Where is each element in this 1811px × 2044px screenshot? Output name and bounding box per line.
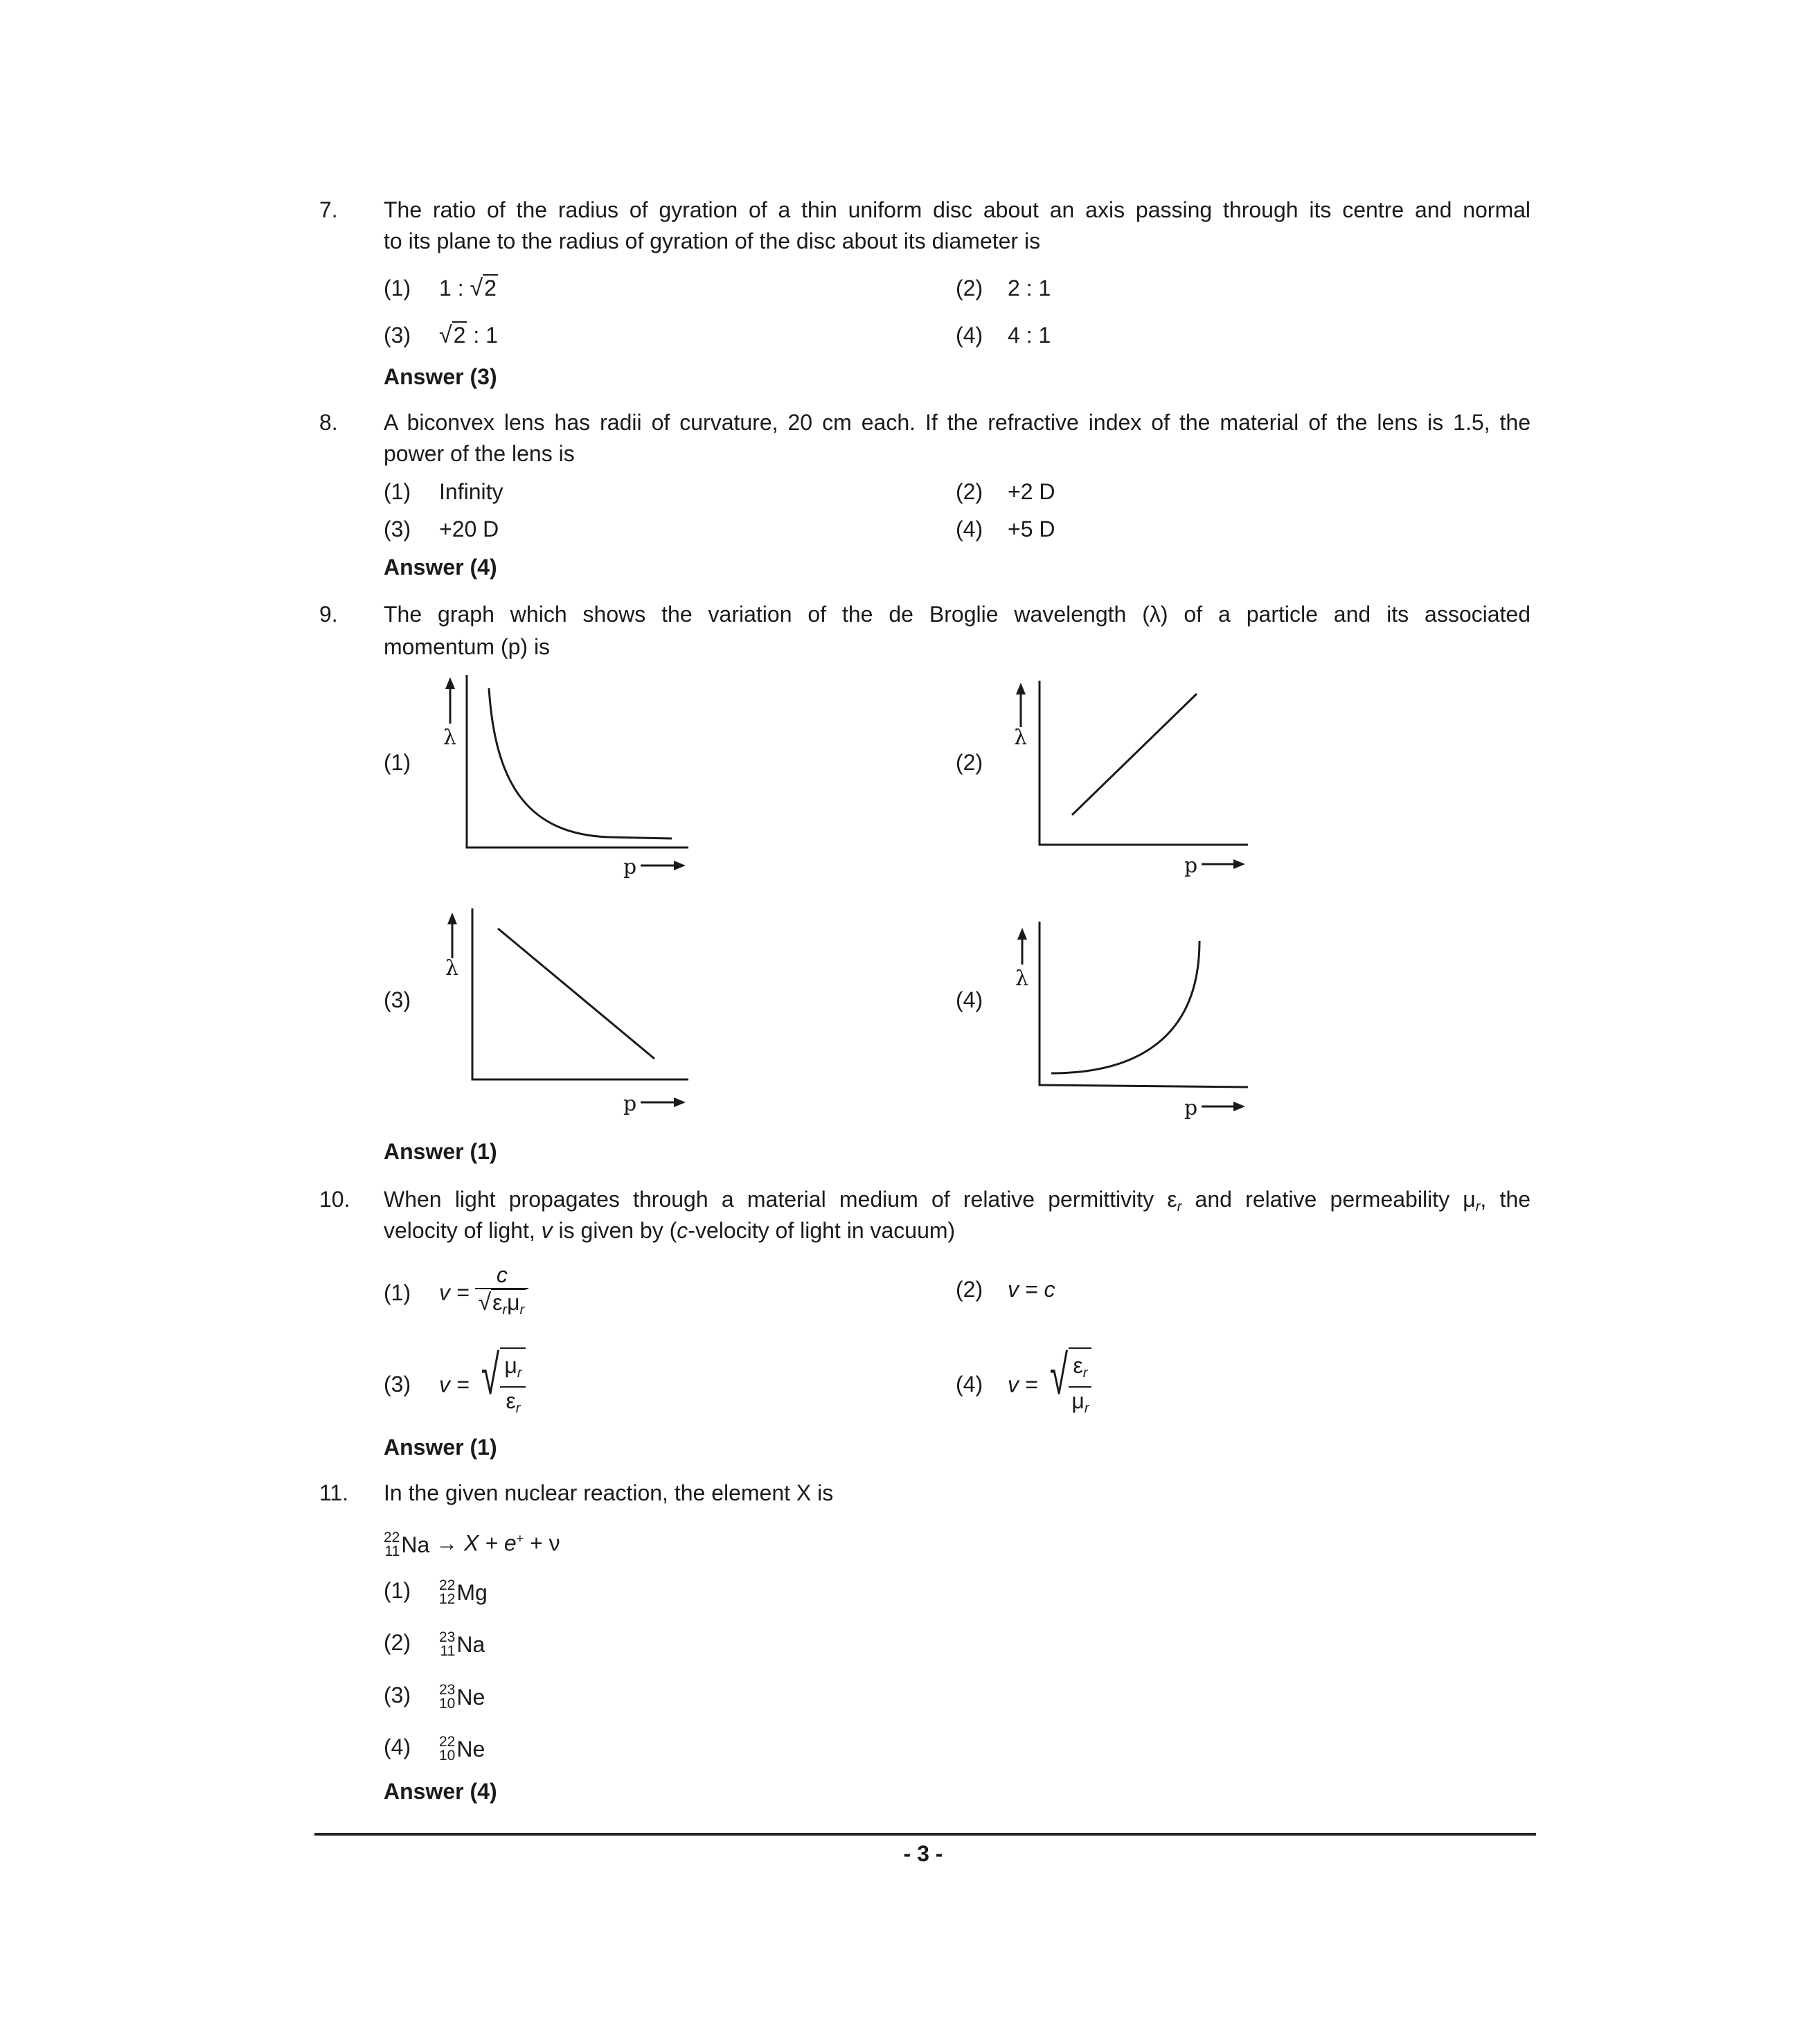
x-axis-label: p bbox=[623, 1092, 637, 1116]
option-value: v = c bbox=[1008, 1277, 1055, 1302]
option-value: +2 D bbox=[1008, 479, 1055, 504]
subscript: r bbox=[1475, 1199, 1481, 1214]
option-4 bbox=[956, 1344, 1091, 1422]
question-number: 11. bbox=[319, 1480, 349, 1505]
question-text: power of the lens is bbox=[384, 441, 575, 466]
sqrt-fraction: √ $\frac{\mu_r}{\varepsilon_r}$ bbox=[475, 1347, 526, 1422]
axes bbox=[1040, 922, 1248, 1087]
x-axis-label: p bbox=[623, 855, 637, 879]
text: -velocity of light in vacuum) bbox=[688, 1218, 956, 1243]
graph-4 bbox=[1017, 922, 1248, 1111]
option-label: (1) bbox=[384, 1578, 411, 1603]
atomic-number: 11 bbox=[384, 1543, 400, 1560]
radicand: 2 bbox=[453, 323, 466, 348]
answer: Answer (4) bbox=[384, 555, 497, 580]
axes bbox=[467, 675, 688, 848]
lhs: v = bbox=[1008, 1372, 1038, 1397]
option-label: (2) bbox=[956, 1277, 983, 1302]
fraction bbox=[475, 1262, 528, 1323]
question-text: In the given nuclear reaction, the element X is bbox=[384, 1480, 834, 1505]
text: , the bbox=[1480, 1187, 1531, 1212]
option-value: 1 : bbox=[439, 276, 470, 301]
option-label: (4) bbox=[956, 517, 983, 541]
subscript: r bbox=[1177, 1199, 1182, 1214]
option-label: (1) bbox=[384, 276, 411, 301]
option-2 bbox=[956, 1275, 1055, 1303]
text: and relative permeability bbox=[1181, 1187, 1463, 1212]
question-text bbox=[384, 1185, 1531, 1221]
option-4: (4) 22 10 Ne bbox=[384, 1732, 485, 1764]
option-label: (2) bbox=[956, 276, 983, 301]
element-symbol: Ne bbox=[456, 1684, 485, 1710]
increasing-line bbox=[1072, 694, 1197, 815]
answer: Answer (1) bbox=[384, 1435, 497, 1460]
option-3: (3) √2 : 1 bbox=[384, 322, 498, 348]
symbol: c bbox=[677, 1218, 688, 1243]
option-value: 4 : 1 bbox=[1008, 323, 1051, 348]
symbol: μ bbox=[1463, 1187, 1476, 1212]
y-axis-label: λ bbox=[445, 956, 459, 980]
option-3: (3) 23 10 Ne bbox=[384, 1680, 485, 1712]
denominator: $√\varepsilon_r\mu_r$ bbox=[478, 1289, 525, 1318]
element-symbol: Mg bbox=[456, 1579, 488, 1605]
numerator: c bbox=[475, 1262, 528, 1289]
element-symbol: Na bbox=[456, 1631, 485, 1657]
footer-divider bbox=[314, 1833, 1536, 1836]
option-3 bbox=[384, 1344, 526, 1422]
graph-option-label: (4) bbox=[956, 987, 983, 1012]
option-label: (2) bbox=[956, 479, 983, 504]
radicand: 2 bbox=[484, 276, 497, 301]
question-text: momentum (p) is bbox=[384, 634, 551, 659]
question-text bbox=[384, 1217, 955, 1244]
text: When light propagates through a material medium of relative permittivity bbox=[384, 1187, 1168, 1212]
superscript: + bbox=[516, 1532, 524, 1545]
option-1 bbox=[384, 1262, 528, 1323]
symbol: v bbox=[541, 1218, 553, 1243]
lhs: v = bbox=[439, 1372, 470, 1397]
answer: Answer (4) bbox=[384, 1779, 497, 1804]
question-text: to its plane to the radius of gyration of the disc about its diameter is bbox=[384, 228, 1041, 253]
rising-curve bbox=[1051, 941, 1199, 1073]
question-text: A biconvex lens has radii of curvature, 20 cm each. If the refractive index of the material of the lens is 1.5, the bbox=[384, 410, 1531, 435]
option-label: (3) bbox=[384, 323, 411, 348]
option-label: (4) bbox=[956, 323, 983, 348]
x-axis-label: p bbox=[1184, 854, 1198, 878]
option-label: (3) bbox=[384, 1372, 411, 1397]
mass-number: 22 bbox=[384, 1530, 400, 1546]
option-1: (1) 22 12 Mg bbox=[384, 1575, 488, 1608]
graph-option-label: (1) bbox=[384, 750, 411, 775]
option-value: : 1 bbox=[467, 323, 498, 348]
question-number: 10. bbox=[319, 1187, 350, 1212]
option-value: Infinity bbox=[439, 479, 503, 504]
y-axis-label: λ bbox=[443, 726, 457, 750]
option-2: (2) 23 11 Na bbox=[384, 1627, 485, 1660]
graph-3 bbox=[447, 908, 688, 1107]
graph-option-label: (3) bbox=[384, 987, 411, 1012]
graph-option-label: (2) bbox=[956, 750, 983, 775]
text: is given by ( bbox=[552, 1218, 677, 1243]
text: velocity of light, bbox=[384, 1218, 542, 1243]
option-label: (3) bbox=[384, 1683, 411, 1707]
answer: Answer (1) bbox=[384, 1139, 497, 1164]
question-number: 8. bbox=[319, 410, 338, 435]
question-text: The graph which shows the variation of the de Broglie wavelength (λ) of a particle and its associated bbox=[384, 602, 1531, 627]
option-label: (3) bbox=[384, 517, 411, 541]
option-label: (2) bbox=[384, 1630, 411, 1655]
option-label: (1) bbox=[384, 479, 411, 504]
axes bbox=[1040, 681, 1248, 845]
option-1: (1) 1 : √2 bbox=[384, 275, 497, 301]
graph-1 bbox=[445, 675, 688, 870]
option-label: (4) bbox=[384, 1734, 411, 1759]
option-label: (1) bbox=[384, 1280, 411, 1305]
y-axis-label: λ bbox=[1015, 967, 1029, 991]
page-number: - 3 - bbox=[903, 1841, 943, 1866]
option-value: 2 : 1 bbox=[1008, 276, 1051, 301]
lhs: v = bbox=[439, 1280, 470, 1305]
element-symbol: Ne bbox=[456, 1736, 485, 1761]
symbol: ε bbox=[1167, 1187, 1177, 1212]
x-axis-label: p bbox=[1184, 1096, 1198, 1120]
question-number: 7. bbox=[319, 197, 338, 222]
reaction-products: → X + e bbox=[429, 1530, 517, 1556]
element-symbol: Na bbox=[401, 1532, 430, 1558]
hyperbola-curve bbox=[489, 688, 672, 839]
option-value: +20 D bbox=[439, 517, 499, 541]
question-number: 9. bbox=[319, 602, 338, 627]
y-axis-label: λ bbox=[1014, 726, 1028, 750]
decreasing-line bbox=[498, 929, 654, 1059]
question-text: The ratio of the radius of gyration of a thin uniform disc about an axis passing through its centre and normal bbox=[384, 197, 1531, 222]
option-label: (4) bbox=[956, 1372, 983, 1397]
nuclear-reaction bbox=[384, 1523, 560, 1560]
graph-2 bbox=[1016, 681, 1248, 869]
option-value: +5 D bbox=[1008, 517, 1055, 541]
sqrt-fraction: √ $\frac{\varepsilon_r}{\mu_r}$ bbox=[1044, 1347, 1091, 1422]
neutrino: + ν bbox=[524, 1530, 560, 1556]
answer: Answer (3) bbox=[384, 364, 497, 389]
